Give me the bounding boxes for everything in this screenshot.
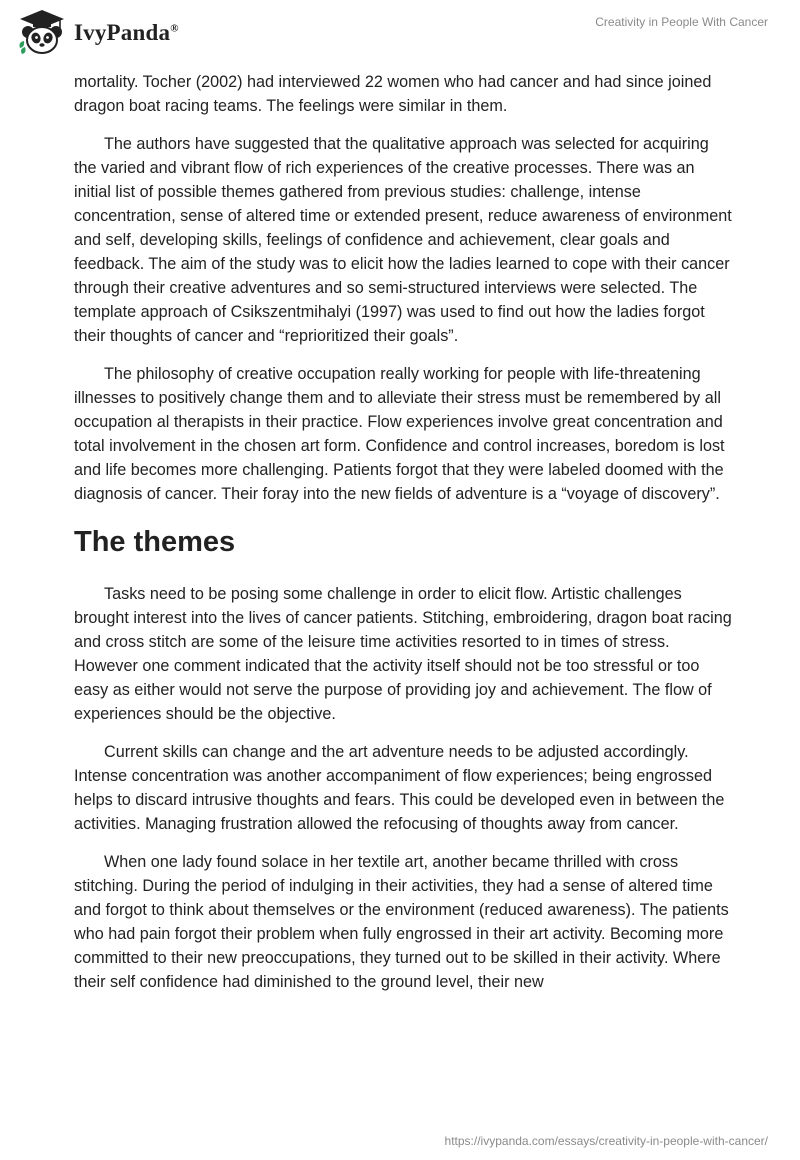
paragraph: The philosophy of creative occupation really working for people with life-threatening illnesses to positively change them and to alleviate their stress must be remembered by all occupation al therapists in their practice. Flow experiences involve great concentration and total involvement in the chosen art form. Confidence and control increases, boredom is lost and life becomes more challenging. Patients forgot that they were labeled doomed with the diagnosis of cancer. Their foray into the new fields of adventure is a “voyage of discovery”. xyxy=(74,365,725,503)
paragraph: When one lady found solace in her textile art, another became thrilled with cross stitching. During the period of indulging in their activities, they had a sense of altered time and forgot to think about themselves or the environment (reduced awareness). The patients who had pain forgot their problem when fully engrossed in their art activity. Becoming more committed to their new preoccupations, they turned out to be skilled in their activity. Where their self confidence had diminished to the ground level, their new xyxy=(74,853,729,991)
brand-name: IvyPanda® xyxy=(74,20,179,45)
article-body xyxy=(74,70,734,1008)
section-heading: The themes xyxy=(74,526,236,558)
registered-mark: ® xyxy=(170,22,179,35)
document-title: Creativity in People With Cancer xyxy=(595,15,768,29)
paragraph: Current skills can change and the art adventure needs to be adjusted accordingly. Intense concentration was another accompaniment of flow experiences; being engrossed helps to discard intrusive thoughts and fears. This could be developed even in between the activities. Managing frustration allowed the refocusing of thoughts away from cancer. xyxy=(74,743,725,833)
source-url[interactable]: https://ivypanda.com/essays/creativity-in-people-with-cancer/ xyxy=(444,1134,768,1148)
paragraph: Tasks need to be posing some challenge in order to elicit flow. Artistic challenges brought interest into the lives of cancer patients. Stitching, embroidering, dragon boat racing and cross stitch are some of the leisure time activities resorted to in times of stress. However one comment indicated that the activity itself should not be too stressful or too easy as either would not serve the purpose of providing joy and achievement. The flow of experiences should be the objective. xyxy=(74,585,732,723)
ivypanda-logo[interactable] xyxy=(16,8,179,58)
paragraph: mortality. Tocher (2002) had interviewed 22 women who had cancer and had since joined dragon boat racing teams. The feelings were similar in them. xyxy=(74,73,712,115)
panda-graduate-icon xyxy=(16,8,68,58)
page-header xyxy=(0,0,800,70)
paragraph: The authors have suggested that the qualitative approach was selected for acquiring the varied and vibrant flow of rich experiences of the creative processes. There was an initial list of possible themes gathered from previous studies: challenge, intense concentration, sense of altered time or extended present, reduce awareness of environment and self, developing skills, feelings of confidence and achievement, clear goals and feedback. The aim of the study was to elicit how the ladies learned to cope with their cancer through their creative adventures and so semi-structured interviews were selected. The template approach of Csikszentmihalyi (1997) was used to find out how the ladies forgot their thoughts of cancer and “reprioritized their goals”. xyxy=(74,135,732,345)
